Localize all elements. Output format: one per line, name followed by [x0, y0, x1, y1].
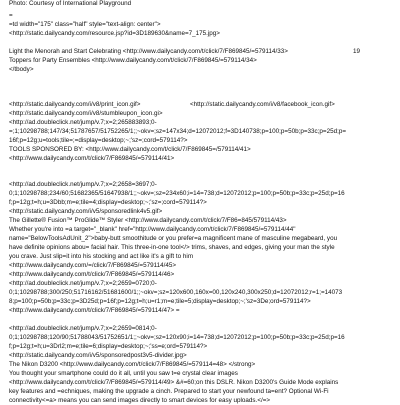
ad-params-3b: 8;p=100;p=50b;p=33c;p=3D25d;p=16f;p=12g;t=h;u=r1;m=e;tile=5;display=desktop;~;'sz=3De;ord=579114?>: [9, 298, 311, 305]
gillette-link-46[interactable]: <http://www.dailycandy.com/t/click/7/F869845/=579114/46>: [9, 271, 175, 278]
photo-credit-text: Photo: Courtesy of International Playground: [9, 0, 132, 7]
ad-params-2a: 0;1;10298788;234/60;51682365/51647938/1;;~okv=;sz=234x60;i=14=738;d=12072012;p=100;p=50b;p=33c;p=25d;p=16: [9, 190, 345, 197]
gillette-body-2: name="BelowToolsAdUnit_2">baby-butt smoothitude or you prefer=a magnificent mane of masculine megabeard, you: [9, 235, 338, 242]
equals-separator: =: [9, 12, 13, 19]
nikon-link-text[interactable]: The Nikon D3200 <http://www.dailycandy.com/t/click/7/F869845/=579114=48> </strong>: [9, 361, 256, 368]
sponsored-link-image[interactable]: <http://static.dailycandy.com/i/v5/sponsoredlink4v5.gif>: [9, 208, 163, 215]
menorah-link-text[interactable]: Light the Menorah and Start Celebrating <http://www.dailycandy.com/t/click/7/F869845/=579114/33>: [9, 48, 288, 55]
nikon-body-4: connectivity<=a> means you can send images directly to smart devices for easy uploads.</=>: [9, 397, 271, 404]
ad-params-2b: f;p=12g;t=h;u=3Dbb;m=e;tile=4;display=desktop;~;'sz=;cord=579114?>: [9, 199, 207, 206]
doubleclick-ad-link-4[interactable]: <http://ad.doubleclick.net/jump/v.7;x=2;2659=0814;0-: [9, 325, 157, 332]
doubleclick-ad-link-2[interactable]: <http://ad.doubleclick.net/jump/v.7;x=2;2658=3697;0-: [9, 181, 157, 188]
ad-params-1b: 16f;p=12g;u=tools;tile=;=display=desktop;~;'sz=;cord=579114?>: [9, 137, 188, 144]
doubleclick-ad-link-1[interactable]: <http://ad.doubleclick.net/jump/v.7;x=2;265883893;0-: [9, 119, 157, 126]
stumbleupon-icon-link[interactable]: <http://static.dailycandy.com/i/v8/stumbleupon_icon.gi>: [9, 110, 163, 117]
html-fragment-td: =td width="175" class="half" style="text-align: center">: [9, 21, 161, 28]
doubleclick-ad-link-3[interactable]: <http://ad.doubleclick.net/jump/v.7;x=2;2659=0720;0-: [9, 280, 157, 287]
ad-params-4b: f;p=12g;t=h;u=3Drl2;m=e;tile=6;display=desktop;~;'ss=e;ord=579114?>: [9, 343, 208, 350]
tools-sponsored-text[interactable]: TOOLS SPONSORED BY: <http://www.dailycandy.com/t/click/7/F869845=/579114/41>: [9, 146, 251, 153]
print-icon-link[interactable]: <http://static.dailycandy.com/i/v8/print_icon.gif>: [9, 101, 141, 108]
click-link-47[interactable]: <http://www.dailycandy.com/t/click/7/F869845/=579114/47> =: [9, 307, 180, 314]
toppers-link-text[interactable]: Toppers for Party Ensembles <http://www.dailycandy.com/t/click/7/F869845/=579114/34>: [9, 57, 257, 64]
gillette-body-4: you crave. Just slip=it into his stocking and act like it's a gift to him: [9, 253, 194, 260]
sponsor-click-link[interactable]: <http://www.dailycandy.com/t/click/7/F869845/=579114/41>: [9, 155, 175, 162]
ad-params-3a: 0;1;10298788;300/250;51716162/51681600/1;;~okv=;sz=120x600,160x=00,120x240,300x250;d=12072012;r=1;=14073: [9, 289, 343, 296]
gillette-body-1: Whether you're into =a target="_blank" href="http://www.dailycandy.com/t/click/7/F869845/=579114/44": [9, 226, 296, 233]
gillette-body-3: have definite opinions abou= facial hair. This three-in-one tool</> trims, shaves, and edges, giving your man the style: [9, 244, 335, 251]
ad-params-1a: =;1;10298788;147/34;51787657/51752265/1;;~okv=;sz=147x34;d=12072012;f=3D140738;p=100;p=50b;p=33c;p=25d;p=: [9, 128, 347, 135]
nikon-body-3: key features and =echniques, making the upgrade a cinch. Prepared to start your newfound ta=ent? Optional Wi-Fi: [9, 388, 329, 395]
gillette-link-text[interactable]: The Gillette® Fusion™ ProGlide™ Styler <http://www.dailycandy.com/t/click/7/F86=845/579114/43>: [9, 217, 287, 224]
gillette-link-45[interactable]: <http://www.dailycandy.com/=/click/7/F869845/=579114/45>: [9, 262, 177, 269]
page-number: 19: [353, 48, 361, 55]
nikon-body-1: You thought your smartphone could do it all, until you saw t=e crystal clear images: [9, 370, 238, 377]
image-resource-link[interactable]: <http://static.dailycandy.com/resource.jsp?id=3D189630&name=7_175.jpg>: [9, 30, 220, 37]
sponsored-post-divider[interactable]: <http://static.dailycandy.com/i/v5/sponsoredpost3v5-divider.jpg>: [9, 352, 187, 359]
facebook-icon-link[interactable]: <http://static.dailycandy.com/i/v8/facebook_icon.gif>: [190, 101, 335, 108]
tbody-close-tag: </tbody>: [9, 66, 34, 73]
nikon-body-2[interactable]: <http://www.dailycandy.com/t/click/7/F869845/=579114/49> &#=60;on this DSLR. Nikon D3200's Guide Mode explains: [9, 379, 339, 386]
ad-params-4a: 0;1;10298788;120/90;51788043/51752651/1;;~okv=;sz=120x90;i=14=738;d=12072012;p=100;p=50b;p=33c;p=25d;p=16: [9, 334, 345, 341]
